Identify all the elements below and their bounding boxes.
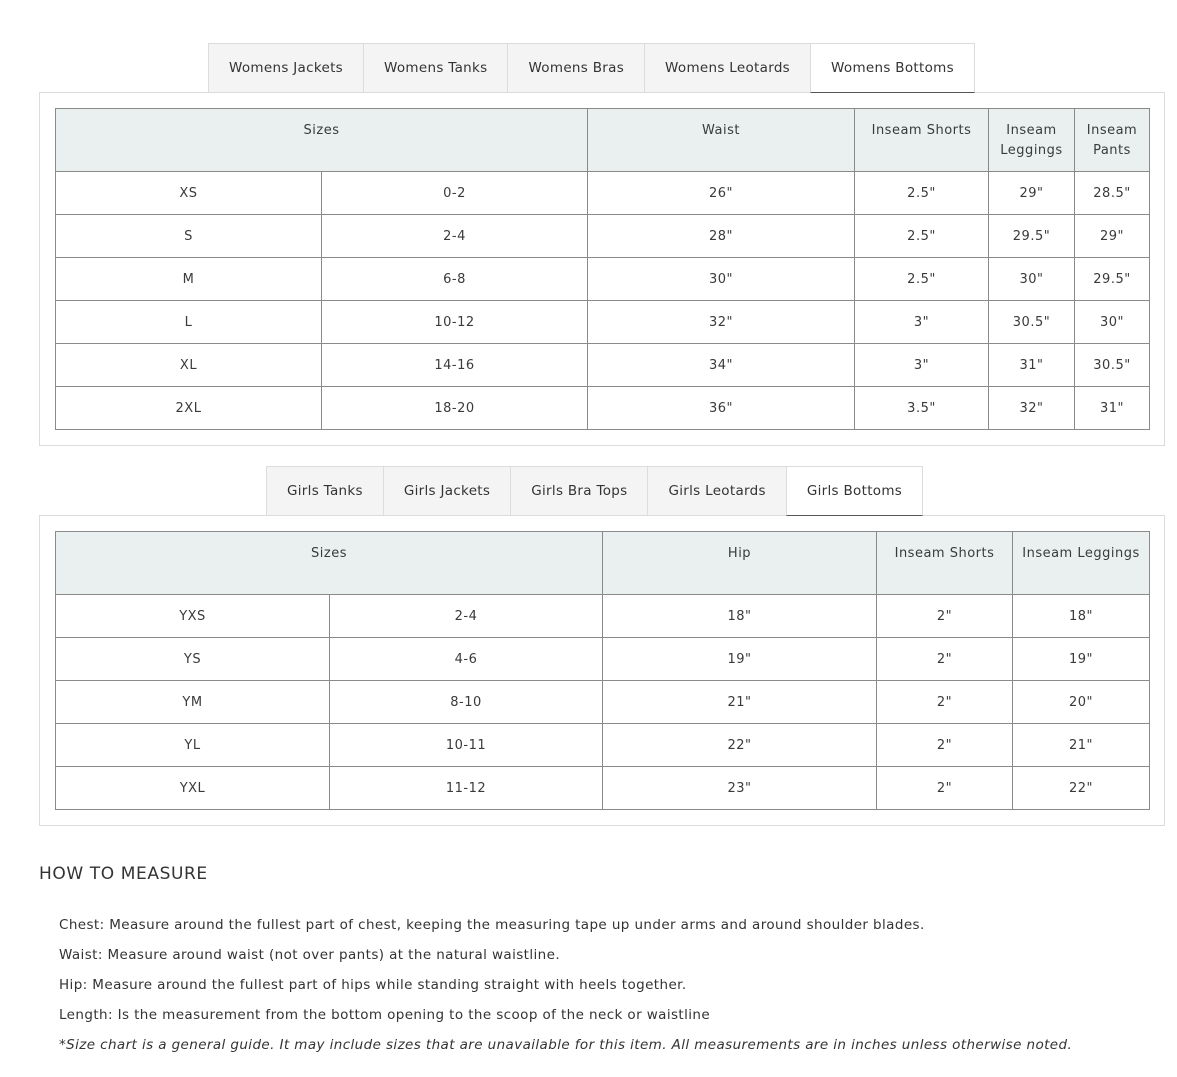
waist-cell: 30" xyxy=(588,258,855,301)
inseam-leggings-cell: 22" xyxy=(1013,767,1150,810)
inseam-leggings-cell: 31" xyxy=(989,344,1075,387)
waist-cell: 36" xyxy=(588,387,855,430)
tab-womens-bras[interactable]: Womens Bras xyxy=(507,43,644,93)
size-cell: XL xyxy=(56,344,322,387)
tab-womens-bottoms[interactable]: Womens Bottoms xyxy=(810,43,975,93)
length-instruction: Length: Is the measurement from the bottom opening to the scoop of the neck or waistline xyxy=(59,1007,711,1023)
inseam-shorts-cell: 3.5" xyxy=(855,387,989,430)
tab-girls-jackets[interactable]: Girls Jackets xyxy=(383,466,510,516)
numeric-size-cell: 8-10 xyxy=(330,681,603,724)
table-row xyxy=(56,258,1150,301)
inseam-pants-cell: 30.5" xyxy=(1075,344,1150,387)
waist-instruction: Waist: Measure around waist (not over pants) at the natural waistline. xyxy=(59,947,561,963)
hip-cell: 23" xyxy=(603,767,877,810)
size-cell: YXS xyxy=(56,595,330,638)
hip-cell: 19" xyxy=(603,638,877,681)
table-row xyxy=(56,681,1150,724)
tab-girls-bra-tops[interactable]: Girls Bra Tops xyxy=(510,466,647,516)
header-inseam-leggings: Inseam Leggings xyxy=(1013,532,1150,595)
hip-cell: 18" xyxy=(603,595,877,638)
inseam-leggings-cell: 32" xyxy=(989,387,1075,430)
tab-girls-tanks[interactable]: Girls Tanks xyxy=(266,466,383,516)
table-row xyxy=(56,172,1150,215)
hip-instruction: Hip: Measure around the fullest part of hips while standing straight with heels together. xyxy=(59,977,687,993)
tab-girls-bottoms[interactable]: Girls Bottoms xyxy=(786,466,923,516)
hip-cell: 22" xyxy=(603,724,877,767)
header-inseam-pants: Inseam Pants xyxy=(1075,109,1150,172)
numeric-size-cell: 0-2 xyxy=(322,172,588,215)
waist-cell: 32" xyxy=(588,301,855,344)
table-row xyxy=(56,215,1150,258)
header-waist: Waist xyxy=(588,109,855,172)
inseam-shorts-cell: 3" xyxy=(855,301,989,344)
header-inseam-shorts: Inseam Shorts xyxy=(855,109,989,172)
size-chart-disclaimer: *Size chart is a general guide. It may include sizes that are unavailable for this item. All measurements are in inches unless otherwise noted. xyxy=(59,1037,1073,1053)
header-sizes: Sizes xyxy=(56,109,588,172)
inseam-pants-cell: 30" xyxy=(1075,301,1150,344)
table-row xyxy=(56,344,1150,387)
how-to-measure-heading: HOW TO MEASURE xyxy=(39,864,208,884)
table-row xyxy=(56,387,1150,430)
waist-cell: 26" xyxy=(588,172,855,215)
numeric-size-cell: 2-4 xyxy=(322,215,588,258)
womens-tab-bar xyxy=(208,43,975,93)
waist-cell: 34" xyxy=(588,344,855,387)
inseam-shorts-cell: 2.5" xyxy=(855,258,989,301)
table-row xyxy=(56,767,1150,810)
size-cell: S xyxy=(56,215,322,258)
girls-tab-bar xyxy=(266,466,923,516)
tab-womens-jackets[interactable]: Womens Jackets xyxy=(208,43,363,93)
numeric-size-cell: 14-16 xyxy=(322,344,588,387)
inseam-pants-cell: 29.5" xyxy=(1075,258,1150,301)
inseam-leggings-cell: 29" xyxy=(989,172,1075,215)
table-row xyxy=(56,638,1150,681)
header-inseam-leggings: Inseam Leggings xyxy=(989,109,1075,172)
inseam-shorts-cell: 2.5" xyxy=(855,172,989,215)
inseam-leggings-cell: 29.5" xyxy=(989,215,1075,258)
table-row xyxy=(56,301,1150,344)
inseam-shorts-cell: 2" xyxy=(877,767,1013,810)
numeric-size-cell: 10-12 xyxy=(322,301,588,344)
header-sizes: Sizes xyxy=(56,532,603,595)
inseam-pants-cell: 28.5" xyxy=(1075,172,1150,215)
inseam-leggings-cell: 21" xyxy=(1013,724,1150,767)
header-hip: Hip xyxy=(603,532,877,595)
numeric-size-cell: 18-20 xyxy=(322,387,588,430)
chest-instruction: Chest: Measure around the fullest part of chest, keeping the measuring tape up under arms and around shoulder blades. xyxy=(59,917,925,933)
inseam-shorts-cell: 2.5" xyxy=(855,215,989,258)
numeric-size-cell: 11-12 xyxy=(330,767,603,810)
size-cell: M xyxy=(56,258,322,301)
tab-girls-leotards[interactable]: Girls Leotards xyxy=(647,466,785,516)
inseam-pants-cell: 29" xyxy=(1075,215,1150,258)
womens-size-table xyxy=(55,108,1150,430)
size-cell: YL xyxy=(56,724,330,767)
numeric-size-cell: 10-11 xyxy=(330,724,603,767)
size-cell: XS xyxy=(56,172,322,215)
numeric-size-cell: 2-4 xyxy=(330,595,603,638)
measure-instructions xyxy=(59,916,1072,1066)
inseam-shorts-cell: 2" xyxy=(877,638,1013,681)
inseam-pants-cell: 31" xyxy=(1075,387,1150,430)
table-row xyxy=(56,595,1150,638)
inseam-shorts-cell: 2" xyxy=(877,681,1013,724)
size-cell: YS xyxy=(56,638,330,681)
inseam-leggings-cell: 19" xyxy=(1013,638,1150,681)
size-cell: YM xyxy=(56,681,330,724)
header-inseam-shorts: Inseam Shorts xyxy=(877,532,1013,595)
inseam-leggings-cell: 30.5" xyxy=(989,301,1075,344)
numeric-size-cell: 4-6 xyxy=(330,638,603,681)
size-cell: YXL xyxy=(56,767,330,810)
size-cell: L xyxy=(56,301,322,344)
table-row xyxy=(56,724,1150,767)
inseam-shorts-cell: 3" xyxy=(855,344,989,387)
size-cell: 2XL xyxy=(56,387,322,430)
tab-womens-leotards[interactable]: Womens Leotards xyxy=(644,43,810,93)
inseam-shorts-cell: 2" xyxy=(877,724,1013,767)
inseam-leggings-cell: 18" xyxy=(1013,595,1150,638)
numeric-size-cell: 6-8 xyxy=(322,258,588,301)
tab-womens-tanks[interactable]: Womens Tanks xyxy=(363,43,507,93)
inseam-shorts-cell: 2" xyxy=(877,595,1013,638)
inseam-leggings-cell: 20" xyxy=(1013,681,1150,724)
hip-cell: 21" xyxy=(603,681,877,724)
girls-size-table xyxy=(55,531,1150,810)
waist-cell: 28" xyxy=(588,215,855,258)
inseam-leggings-cell: 30" xyxy=(989,258,1075,301)
